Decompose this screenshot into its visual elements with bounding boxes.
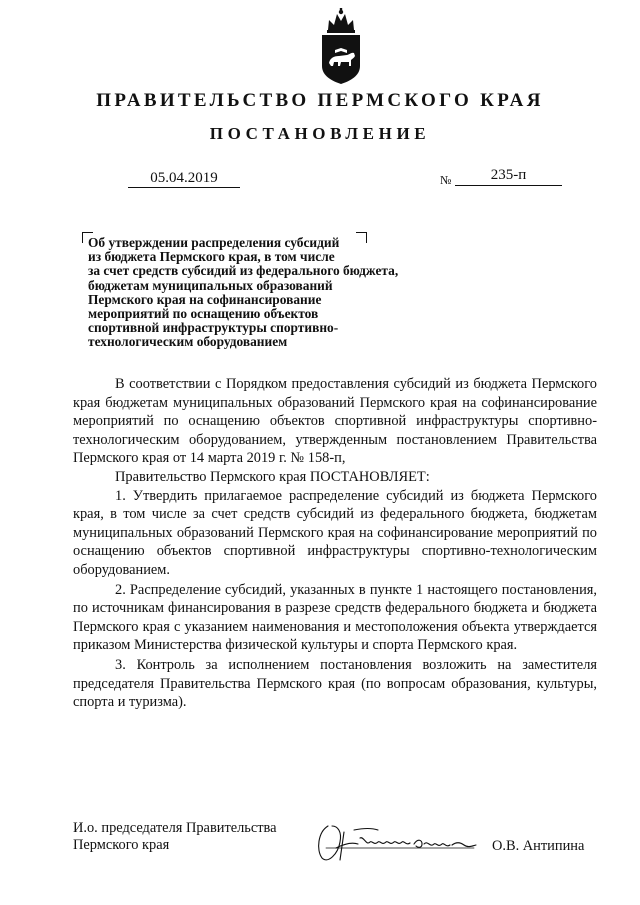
- document-type: ПОСТАНОВЛЕНИЕ: [209, 124, 431, 143]
- document-date: 05.04.2019: [128, 170, 240, 188]
- document-number: 235-п: [455, 167, 562, 186]
- document-body: [73, 375, 597, 712]
- subject-line: спортивной инфраструктуры спортивно-: [88, 320, 339, 336]
- subject-line: за счет средств субсидий из федерального бюджета,: [88, 263, 399, 279]
- subject-line: мероприятий по оснащению объектов: [88, 306, 319, 322]
- resolves-paragraph: Правительство Пермского края ПОСТАНОВЛЯЕТ:: [115, 468, 430, 485]
- item-3-paragraph: 3. Контроль за исполнением постановления возложить на заместителя председателя Правительства Пермского края (по вопросам образования, культуры, спорта и туризма).: [73, 656, 597, 711]
- item-2-paragraph: 2. Распределение субсидий, указанных в пункте 1 настоящего постановления, по источникам финансирования в разрезе средств федерального бюджета и бюджета Пермского края с указанием наименования и местоположения объекта утверждается приказом Министерства физической культуры и спорта Пермского края.: [73, 581, 597, 654]
- signatory-position-line: И.о. председателя Правительства: [73, 820, 277, 836]
- signatory-position: [73, 820, 277, 854]
- coat-of-arms-icon: [318, 8, 364, 84]
- subject-line: из бюджета Пермского края, в том числе: [88, 249, 335, 265]
- subject-line: технологическим оборудованием: [88, 334, 288, 350]
- signatory-name: О.В. Антипина: [492, 838, 585, 854]
- item-1-paragraph: 1. Утвердить прилагаемое распределение субсидий из бюджета Пермского края, в том числе за счет средств субсидий из федерального бюджета, бюджетам муниципальных образований Пермского края на софинансирование мероприятий по оснащению объектов спортивной инфраструктуры спортивно-технологическим оборудованием.: [73, 487, 597, 578]
- subject-line: Об утверждении распределения субсидий: [88, 235, 340, 250]
- signatory-position-line: Пермского края: [73, 837, 170, 853]
- document-subject: [88, 235, 399, 350]
- handwritten-signature-icon: [314, 818, 490, 866]
- preamble-paragraph: В соответствии с Порядком предоставления субсидий из бюджета Пермского края бюджетам муниципальных образований Пермского края на софинансирование мероприятий по оснащению объектов спортивной инфраструктуры спортивно-технологическим оборудованием, утвержденным постановлением Правительства Пермского края от 14 марта 2019 г. № 158-п,: [73, 376, 597, 467]
- government-title: ПРАВИТЕЛЬСТВО ПЕРМСКОГО КРАЯ: [96, 90, 544, 111]
- number-sign: №: [440, 173, 452, 187]
- subject-line: Пермского края на софинансирование: [88, 291, 322, 307]
- subject-line: бюджетам муниципальных образований: [88, 277, 333, 293]
